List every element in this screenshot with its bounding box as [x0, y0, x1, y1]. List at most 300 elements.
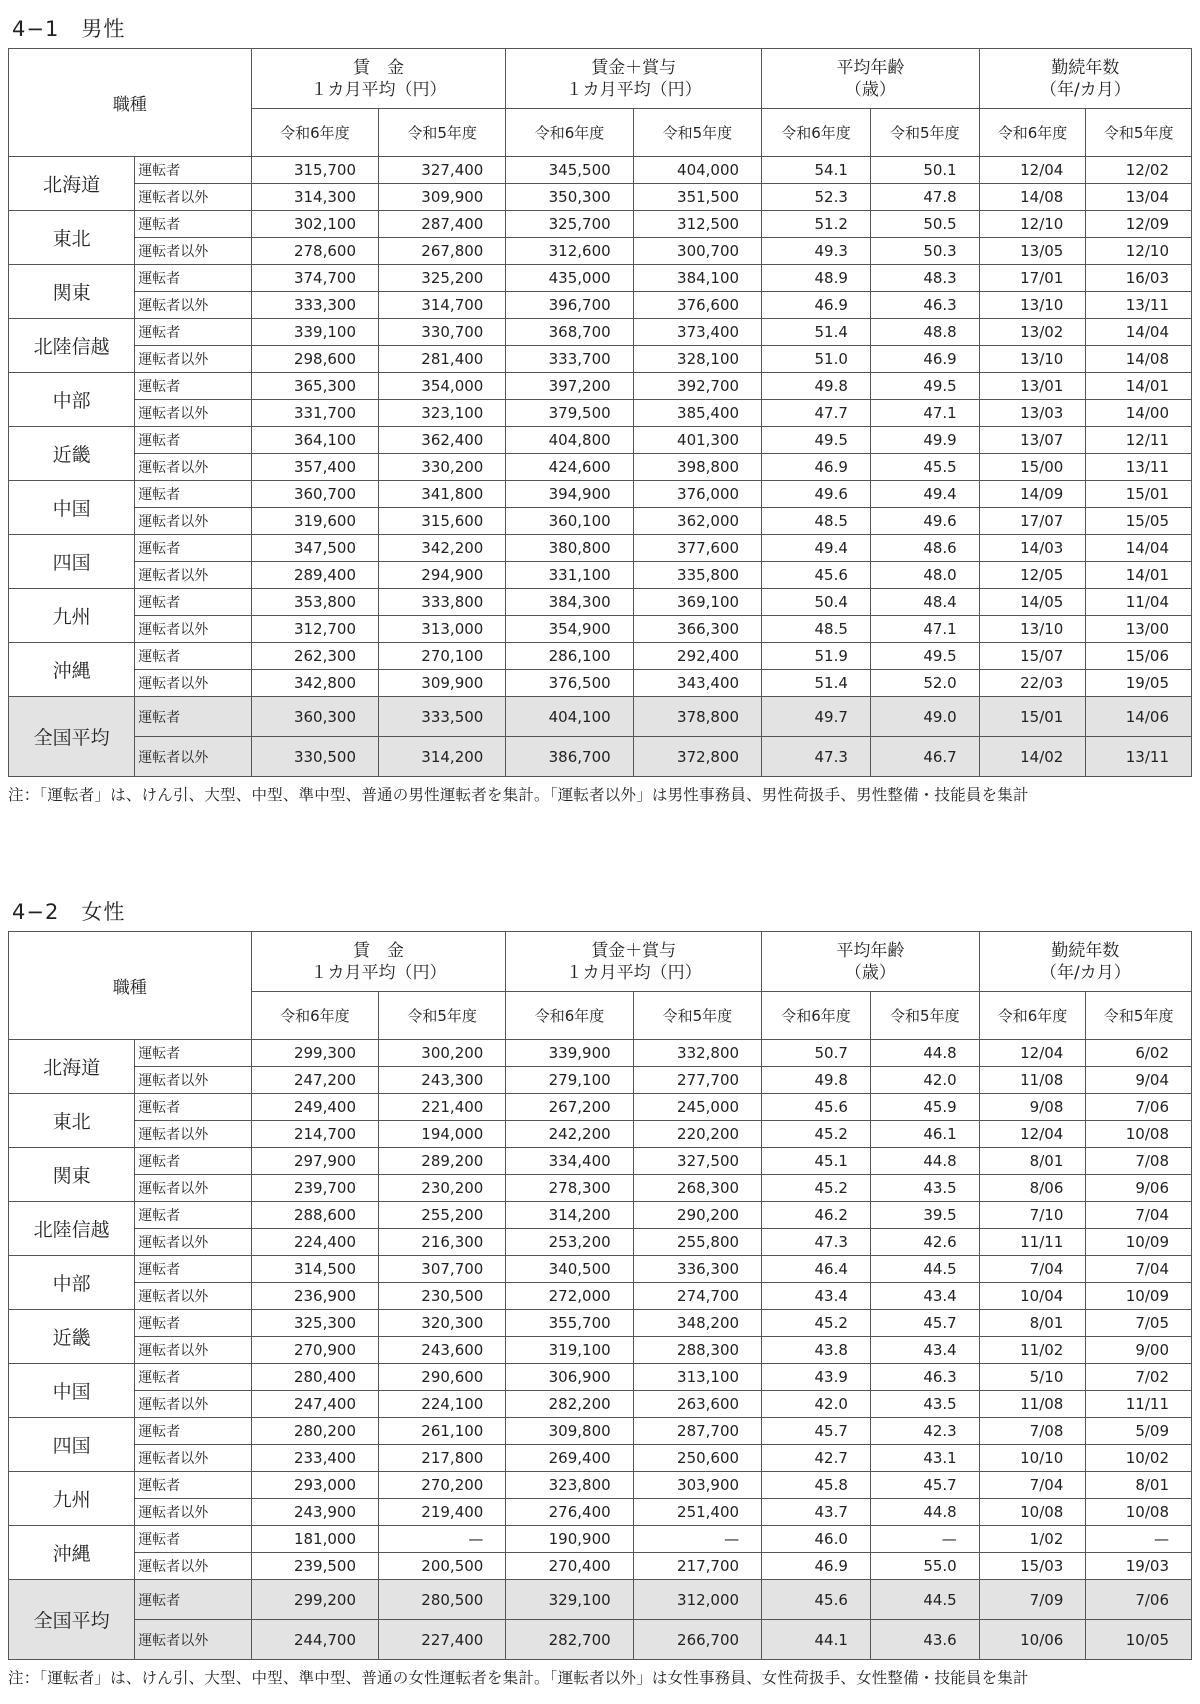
data-cell: 327,400: [379, 157, 506, 184]
data-cell: 397,200: [506, 373, 633, 400]
data-cell: 49.3: [762, 238, 871, 265]
data-cell: 48.4: [870, 589, 979, 616]
data-cell: 220,200: [633, 1121, 761, 1148]
role-label: 運転者: [135, 427, 251, 454]
wage-table-male: [8, 48, 1192, 777]
data-cell: 5/09: [1086, 1418, 1192, 1445]
data-cell: 7/06: [1086, 1094, 1192, 1121]
data-cell: 52.3: [762, 184, 871, 211]
region-label: 近畿: [9, 1310, 135, 1364]
data-cell: 350,300: [506, 184, 633, 211]
data-cell: 289,400: [251, 562, 378, 589]
data-cell: 307,700: [379, 1256, 506, 1283]
data-cell: 243,300: [379, 1067, 506, 1094]
data-cell: 262,300: [251, 643, 378, 670]
data-cell: 14/08: [1086, 346, 1192, 373]
data-cell: 7/08: [1086, 1148, 1192, 1175]
data-cell: 306,900: [506, 1364, 633, 1391]
section-female: [8, 893, 1192, 1688]
data-cell: 43.4: [762, 1283, 871, 1310]
region-label: 関東: [9, 265, 135, 319]
data-cell: 401,300: [633, 427, 761, 454]
data-cell: 319,600: [251, 508, 378, 535]
table-row: [9, 1202, 1192, 1229]
data-cell: 45.7: [870, 1472, 979, 1499]
table-row: [9, 1310, 1192, 1337]
data-cell: 299,300: [251, 1040, 378, 1067]
data-cell: 351,500: [633, 184, 761, 211]
data-cell: 230,500: [379, 1283, 506, 1310]
data-cell: 42.7: [762, 1445, 871, 1472]
year-header-r5: 令和5年度: [633, 992, 761, 1040]
data-cell: 251,400: [633, 1499, 761, 1526]
data-cell: 330,200: [379, 454, 506, 481]
data-cell: 51.0: [762, 346, 871, 373]
wage-bonus-header-line: 賃金＋賞与: [591, 57, 677, 78]
data-cell: 8/01: [1086, 1472, 1192, 1499]
data-cell: 51.9: [762, 643, 871, 670]
year-header-r5: 令和5年度: [633, 109, 761, 157]
role-label: 運転者以外: [135, 184, 251, 211]
data-cell: 404,100: [506, 697, 633, 737]
data-cell: 44.8: [870, 1499, 979, 1526]
data-cell: 50.1: [870, 157, 979, 184]
data-cell: 12/09: [1086, 211, 1192, 238]
role-label: 運転者: [135, 481, 251, 508]
data-cell: 325,300: [251, 1310, 378, 1337]
table-row: [9, 562, 1192, 589]
table-row: [9, 1175, 1192, 1202]
year-header-r6: 令和6年度: [251, 992, 378, 1040]
role-label: 運転者以外: [135, 1337, 251, 1364]
data-cell: 224,400: [251, 1229, 378, 1256]
tenure-header: [979, 49, 1191, 109]
data-cell: 48.0: [870, 562, 979, 589]
table-row: [9, 616, 1192, 643]
year-header-r6: 令和6年度: [251, 109, 378, 157]
data-cell: 49.8: [762, 373, 871, 400]
role-label: 運転者: [135, 1148, 251, 1175]
data-cell: 47.3: [762, 1229, 871, 1256]
data-cell: 14/05: [979, 589, 1086, 616]
region-label: 東北: [9, 211, 135, 265]
role-label: 運転者以外: [135, 1553, 251, 1580]
data-cell: 333,700: [506, 346, 633, 373]
data-cell: 11/11: [979, 1229, 1086, 1256]
data-cell: —: [379, 1526, 506, 1553]
table-row: [9, 1283, 1192, 1310]
data-cell: 348,200: [633, 1310, 761, 1337]
data-cell: 7/04: [1086, 1202, 1192, 1229]
year-header-r6: 令和6年度: [979, 992, 1086, 1040]
data-cell: 49.6: [870, 508, 979, 535]
role-label: 運転者以外: [135, 1283, 251, 1310]
data-cell: 45.7: [870, 1310, 979, 1337]
data-cell: 43.4: [870, 1337, 979, 1364]
role-label: 運転者: [135, 589, 251, 616]
header-row-groups: [9, 49, 1192, 109]
data-cell: 244,700: [251, 1620, 378, 1660]
table-row: [9, 211, 1192, 238]
data-cell: 17/01: [979, 265, 1086, 292]
data-cell: 48.5: [762, 508, 871, 535]
data-cell: 10/06: [979, 1620, 1086, 1660]
role-label: 運転者以外: [135, 670, 251, 697]
year-header-r6: 令和6年度: [762, 109, 871, 157]
role-label: 運転者: [135, 1040, 251, 1067]
role-label: 運転者以外: [135, 400, 251, 427]
data-cell: 368,700: [506, 319, 633, 346]
role-label: 運転者: [135, 1472, 251, 1499]
data-cell: 309,800: [506, 1418, 633, 1445]
tenure-header-line: 勤続年数: [1051, 57, 1120, 78]
data-cell: 10/08: [979, 1499, 1086, 1526]
data-cell: 55.0: [870, 1553, 979, 1580]
table-row: [9, 1553, 1192, 1580]
data-cell: 46.2: [762, 1202, 871, 1229]
data-cell: 49.0: [870, 697, 979, 737]
table-row: [9, 1445, 1192, 1472]
year-header-r5: 令和5年度: [870, 109, 979, 157]
data-cell: 315,700: [251, 157, 378, 184]
data-cell: 373,400: [633, 319, 761, 346]
data-cell: 312,000: [633, 1580, 761, 1620]
data-cell: 332,800: [633, 1040, 761, 1067]
data-cell: 14/04: [1086, 319, 1192, 346]
wage-header-line: 賃 金: [353, 940, 404, 961]
data-cell: 49.9: [870, 427, 979, 454]
data-cell: 13/04: [1086, 184, 1192, 211]
data-cell: 376,600: [633, 292, 761, 319]
data-cell: 263,600: [633, 1391, 761, 1418]
data-cell: 261,100: [379, 1418, 506, 1445]
data-cell: 9/00: [1086, 1337, 1192, 1364]
data-cell: 45.8: [762, 1472, 871, 1499]
data-cell: 362,400: [379, 427, 506, 454]
data-cell: 288,600: [251, 1202, 378, 1229]
data-cell: 379,500: [506, 400, 633, 427]
role-label: 運転者以外: [135, 1620, 251, 1660]
data-cell: 345,500: [506, 157, 633, 184]
year-header-r5: 令和5年度: [379, 992, 506, 1040]
data-cell: 49.5: [870, 643, 979, 670]
year-header-r5: 令和5年度: [1086, 109, 1192, 157]
data-cell: 45.2: [762, 1121, 871, 1148]
data-cell: 14/02: [979, 737, 1086, 777]
table-row: [9, 454, 1192, 481]
data-cell: 7/10: [979, 1202, 1086, 1229]
data-cell: 12/04: [979, 157, 1086, 184]
role-label: 運転者以外: [135, 292, 251, 319]
data-cell: 47.1: [870, 616, 979, 643]
data-cell: 267,800: [379, 238, 506, 265]
data-cell: 13/00: [1086, 616, 1192, 643]
data-cell: 269,400: [506, 1445, 633, 1472]
data-cell: 45.9: [870, 1094, 979, 1121]
section-title: 4−2 女性: [12, 900, 126, 924]
table-row: [9, 1256, 1192, 1283]
tenure-header-line: （年/カ月）: [1039, 79, 1131, 100]
data-cell: 14/00: [1086, 400, 1192, 427]
footnote: 注：「運転者」は、けん引、大型、中型、準中型、普通の女性運転者を集計。「運転者以外」は女性事務員、女性荷扱手、女性整備・技能員を集計: [8, 1669, 1029, 1687]
data-cell: 330,700: [379, 319, 506, 346]
data-cell: 312,700: [251, 616, 378, 643]
data-cell: 45.6: [762, 562, 871, 589]
data-cell: 266,700: [633, 1620, 761, 1660]
data-cell: 50.5: [870, 211, 979, 238]
role-label: 運転者: [135, 1526, 251, 1553]
data-cell: 280,400: [251, 1364, 378, 1391]
region-label: 四国: [9, 1418, 135, 1472]
data-cell: 43.7: [762, 1499, 871, 1526]
data-cell: 12/10: [979, 211, 1086, 238]
data-cell: 47.7: [762, 400, 871, 427]
data-cell: 14/09: [979, 481, 1086, 508]
data-cell: 320,300: [379, 1310, 506, 1337]
table-row: [9, 1121, 1192, 1148]
data-cell: 46.3: [870, 1364, 979, 1391]
year-header-r6: 令和6年度: [506, 992, 633, 1040]
data-cell: 290,600: [379, 1364, 506, 1391]
role-label: 運転者: [135, 1202, 251, 1229]
region-label: 四国: [9, 535, 135, 589]
data-cell: 13/03: [979, 400, 1086, 427]
data-cell: 44.5: [870, 1580, 979, 1620]
data-cell: 325,700: [506, 211, 633, 238]
data-cell: 339,900: [506, 1040, 633, 1067]
data-cell: 49.5: [762, 427, 871, 454]
data-cell: 49.7: [762, 697, 871, 737]
header-row-groups: [9, 932, 1192, 992]
year-header-r6: 令和6年度: [506, 109, 633, 157]
data-cell: 323,100: [379, 400, 506, 427]
data-cell: 270,400: [506, 1553, 633, 1580]
region-label: 沖縄: [9, 1526, 135, 1580]
data-cell: 43.4: [870, 1283, 979, 1310]
role-label: 運転者以外: [135, 562, 251, 589]
data-cell: 14/04: [1086, 535, 1192, 562]
data-cell: 13/07: [979, 427, 1086, 454]
data-cell: —: [633, 1526, 761, 1553]
data-cell: 46.7: [870, 737, 979, 777]
tenure-header: [979, 932, 1191, 992]
data-cell: 46.9: [762, 1553, 871, 1580]
data-cell: 279,100: [506, 1067, 633, 1094]
table-row: [9, 1580, 1192, 1620]
data-cell: 7/09: [979, 1580, 1086, 1620]
role-label: 運転者以外: [135, 454, 251, 481]
data-cell: 282,200: [506, 1391, 633, 1418]
age-header: [762, 49, 980, 109]
data-cell: 45.1: [762, 1148, 871, 1175]
data-cell: 14/03: [979, 535, 1086, 562]
table-row: [9, 508, 1192, 535]
tenure-header-line: （年/カ月）: [1039, 962, 1131, 983]
data-cell: 357,400: [251, 454, 378, 481]
data-cell: 300,700: [633, 238, 761, 265]
wage-bonus-header: [506, 49, 762, 109]
region-label: 関東: [9, 1148, 135, 1202]
data-cell: 360,700: [251, 481, 378, 508]
data-cell: 43.8: [762, 1337, 871, 1364]
table-row: [9, 1526, 1192, 1553]
data-cell: 15/00: [979, 454, 1086, 481]
data-cell: 267,200: [506, 1094, 633, 1121]
data-cell: 249,400: [251, 1094, 378, 1121]
data-cell: 239,700: [251, 1175, 378, 1202]
data-cell: 47.8: [870, 184, 979, 211]
data-cell: 19/05: [1086, 670, 1192, 697]
data-cell: 374,700: [251, 265, 378, 292]
role-label: 運転者: [135, 535, 251, 562]
data-cell: 315,600: [379, 508, 506, 535]
data-cell: 394,900: [506, 481, 633, 508]
data-cell: 384,300: [506, 589, 633, 616]
region-label: 北陸信越: [9, 319, 135, 373]
role-label: 運転者: [135, 1256, 251, 1283]
data-cell: 339,100: [251, 319, 378, 346]
data-cell: 46.9: [762, 454, 871, 481]
data-cell: 9/04: [1086, 1067, 1192, 1094]
wage-header-line: 賃 金: [353, 57, 404, 78]
role-label: 運転者: [135, 211, 251, 238]
data-cell: 270,200: [379, 1472, 506, 1499]
data-cell: 47.1: [870, 400, 979, 427]
data-cell: 9/06: [1086, 1175, 1192, 1202]
wage-table-female: [8, 931, 1192, 1660]
data-cell: 45.6: [762, 1580, 871, 1620]
data-cell: 341,800: [379, 481, 506, 508]
data-cell: 44.5: [870, 1256, 979, 1283]
data-cell: 278,300: [506, 1175, 633, 1202]
data-cell: 342,200: [379, 535, 506, 562]
data-cell: 270,900: [251, 1337, 378, 1364]
wage-bonus-header-line: １カ月平均（円）: [565, 79, 702, 100]
data-cell: 51.4: [762, 319, 871, 346]
table-row: [9, 346, 1192, 373]
data-cell: 10/05: [1086, 1620, 1192, 1660]
data-cell: 335,800: [633, 562, 761, 589]
data-cell: 282,700: [506, 1620, 633, 1660]
region-label: 近畿: [9, 427, 135, 481]
occupation-header: 職種: [9, 49, 252, 157]
region-label: 中部: [9, 373, 135, 427]
data-cell: 45.7: [762, 1418, 871, 1445]
data-cell: 314,700: [379, 292, 506, 319]
wage-header-line: １カ月平均（円）: [310, 962, 447, 983]
data-cell: 48.8: [870, 319, 979, 346]
data-cell: 319,100: [506, 1337, 633, 1364]
data-cell: 300,200: [379, 1040, 506, 1067]
table-row: [9, 319, 1192, 346]
data-cell: 312,500: [633, 211, 761, 238]
table-row: [9, 1620, 1192, 1660]
data-cell: 52.0: [870, 670, 979, 697]
data-cell: 217,800: [379, 1445, 506, 1472]
age-header-line: 平均年齢: [836, 940, 905, 961]
data-cell: 45.2: [762, 1310, 871, 1337]
table-row: [9, 1094, 1192, 1121]
data-cell: 313,000: [379, 616, 506, 643]
data-cell: 45.6: [762, 1094, 871, 1121]
data-cell: 46.4: [762, 1256, 871, 1283]
table-row: [9, 481, 1192, 508]
data-cell: 46.9: [762, 292, 871, 319]
role-label: 運転者: [135, 1418, 251, 1445]
data-cell: 404,800: [506, 427, 633, 454]
table-row: [9, 292, 1192, 319]
data-cell: 11/04: [1086, 589, 1192, 616]
data-cell: 7/04: [1086, 1256, 1192, 1283]
wage-header: [251, 932, 506, 992]
data-cell: 7/02: [1086, 1364, 1192, 1391]
data-cell: 362,000: [633, 508, 761, 535]
role-label: 運転者: [135, 373, 251, 400]
data-cell: 47.3: [762, 737, 871, 777]
region-label: 全国平均: [9, 1580, 135, 1660]
data-cell: 15/03: [979, 1553, 1086, 1580]
data-cell: 8/01: [979, 1310, 1086, 1337]
data-cell: 9/08: [979, 1094, 1086, 1121]
data-cell: 42.3: [870, 1418, 979, 1445]
role-label: 運転者: [135, 157, 251, 184]
table-row: [9, 1229, 1192, 1256]
data-cell: 309,900: [379, 670, 506, 697]
data-cell: 11/08: [979, 1391, 1086, 1418]
data-cell: 194,000: [379, 1121, 506, 1148]
age-header-line: （歳）: [844, 962, 896, 983]
data-cell: 278,600: [251, 238, 378, 265]
data-cell: 42.0: [870, 1067, 979, 1094]
data-cell: 354,000: [379, 373, 506, 400]
table-row: [9, 400, 1192, 427]
data-cell: 243,900: [251, 1499, 378, 1526]
data-cell: 288,300: [633, 1337, 761, 1364]
data-cell: 200,500: [379, 1553, 506, 1580]
data-cell: 327,500: [633, 1148, 761, 1175]
data-cell: 294,900: [379, 562, 506, 589]
data-cell: 48.6: [870, 535, 979, 562]
table-row: [9, 427, 1192, 454]
data-cell: 12/05: [979, 562, 1086, 589]
data-cell: 10/08: [1086, 1121, 1192, 1148]
data-cell: 11/08: [979, 1067, 1086, 1094]
table-row: [9, 265, 1192, 292]
data-cell: 376,500: [506, 670, 633, 697]
data-cell: 366,300: [633, 616, 761, 643]
data-cell: 5/10: [979, 1364, 1086, 1391]
wage-header: [251, 49, 506, 109]
data-cell: 247,200: [251, 1067, 378, 1094]
data-cell: 15/06: [1086, 643, 1192, 670]
data-cell: 50.7: [762, 1040, 871, 1067]
data-cell: 14/08: [979, 184, 1086, 211]
data-cell: 347,500: [251, 535, 378, 562]
data-cell: 48.9: [762, 265, 871, 292]
data-cell: 377,600: [633, 535, 761, 562]
table-row: [9, 697, 1192, 737]
data-cell: 230,200: [379, 1175, 506, 1202]
data-cell: 372,800: [633, 737, 761, 777]
role-label: 運転者: [135, 1364, 251, 1391]
wage-bonus-header-line: １カ月平均（円）: [565, 962, 702, 983]
role-label: 運転者以外: [135, 1067, 251, 1094]
data-cell: 13/05: [979, 238, 1086, 265]
data-cell: 384,100: [633, 265, 761, 292]
data-cell: 13/01: [979, 373, 1086, 400]
data-cell: 7/08: [979, 1418, 1086, 1445]
data-cell: 214,700: [251, 1121, 378, 1148]
